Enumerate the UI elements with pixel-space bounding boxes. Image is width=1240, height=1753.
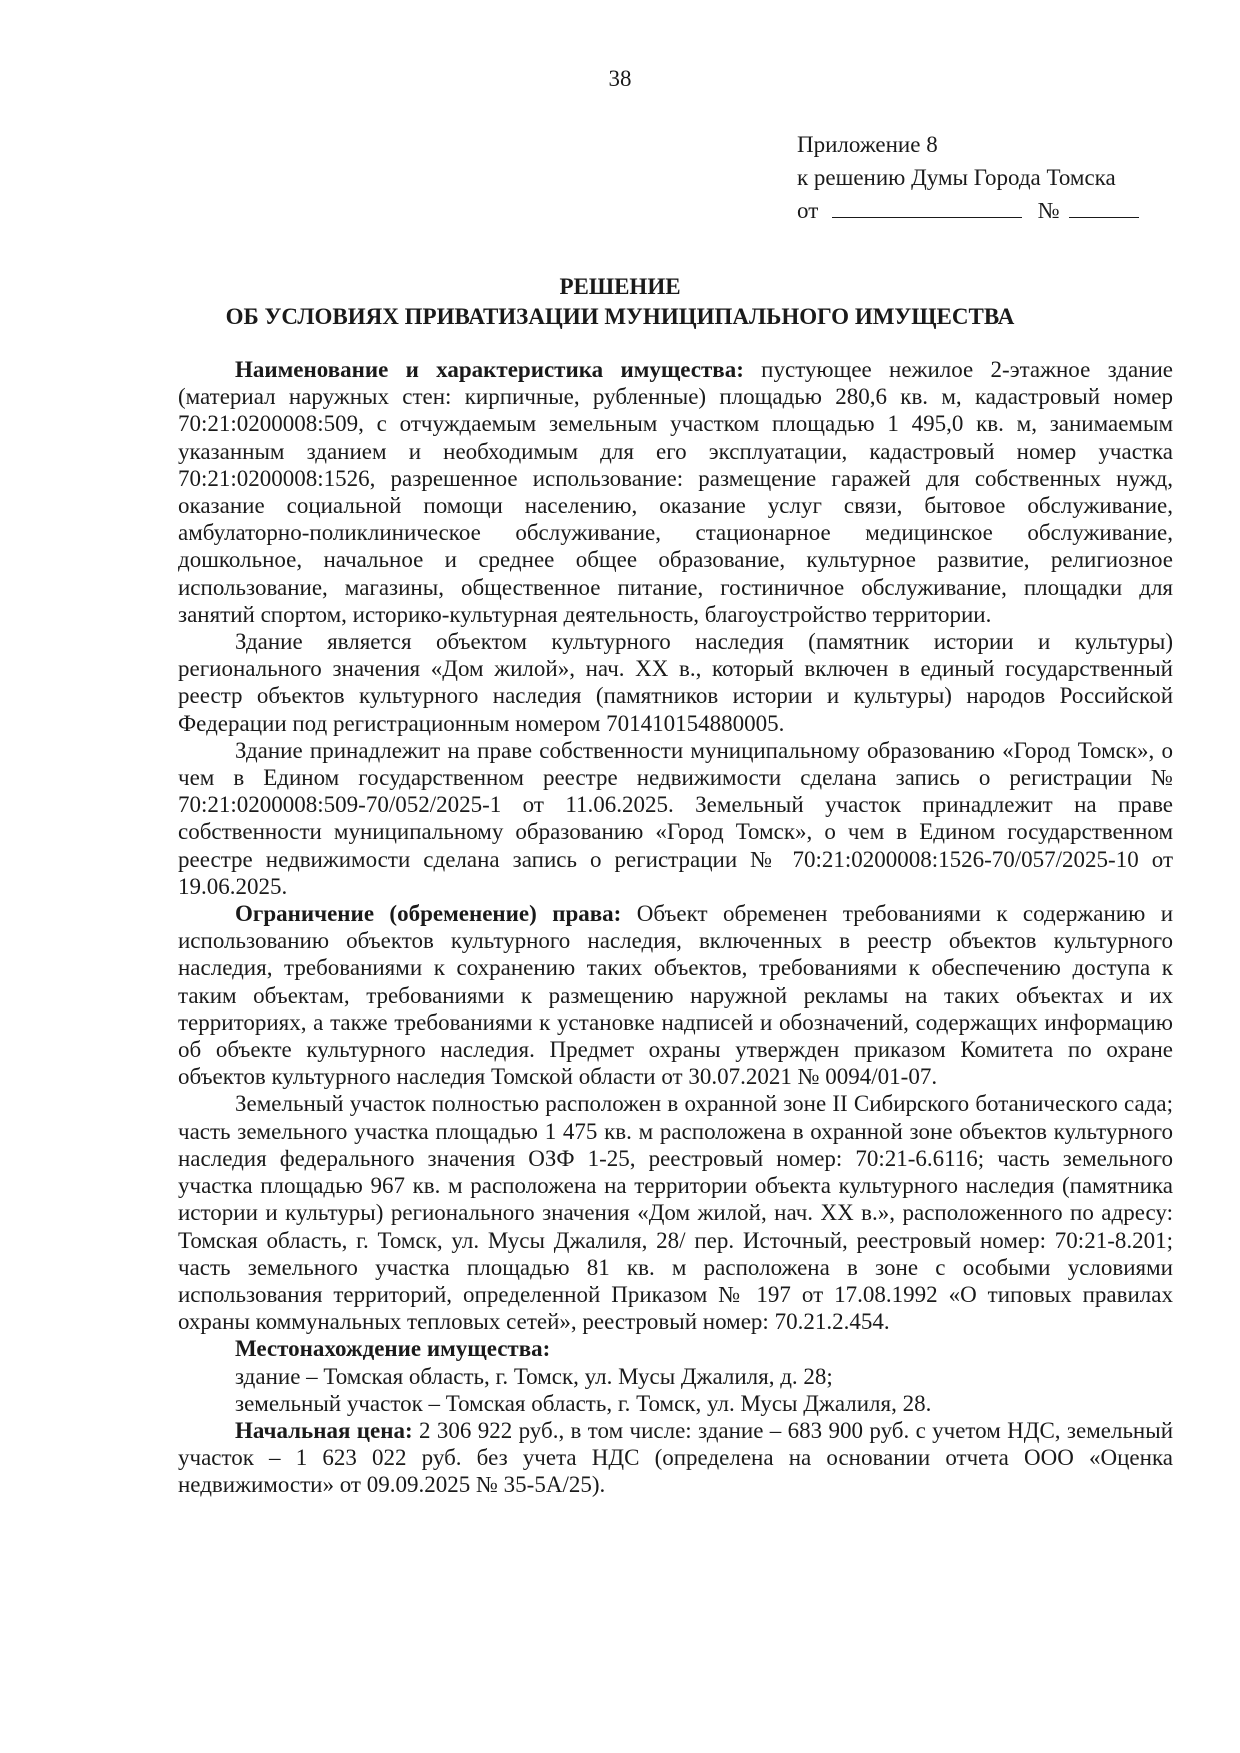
page-number: 38 [608, 66, 632, 91]
location-building: здание – Томская область, г. Томск, ул. Мусы Джалиля, д. 28; [235, 1363, 833, 1389]
price-paragraph [178, 1417, 1173, 1499]
heritage-paragraph: Здание является объектом культурного наследия (памятник истории и культуры) регионального значения «Дом жилой», нач. XX в., который включен в единый государственный реестр объектов культурного наследия (памятников истории и культуры) народов Российской Федерации под регистрационным номером 701410154880005. [178, 629, 1173, 736]
date-blank [832, 199, 1022, 218]
encumbrance-label: Ограничение (обременение) права: [235, 901, 622, 927]
land-zones-paragraph: Земельный участок полностью расположен в охранной зоне II Сибирского ботанического сада; часть земельного участка площадью 1 475 кв. м расположена в охранной зоне объектов культурного наследия федерального значения ОЗФ 1-25, реестровый номер: 70:21-6.6116; часть земельного участка площадью 967 кв. м расположена на территории объекта культурного наследия (памятника истории и культуры) регионального значения «Дом жилой, нач. XX в.», расположенного по адресу: Томская область, г. Томск, ул. Мусы Джалиля, 28/ пер. Источный, реестровый номер: 70:21-8.201; часть земельного участка площадью 81 кв. м расположена в зоне с особыми условиями использования территорий, определенной Приказом № 197 от 17.08.1992 «О типовых правилах охраны коммунальных тепловых сетей», реестровый номер: 70.21.2.454. [178, 1091, 1173, 1335]
appendix-date-number-line [797, 194, 1139, 227]
document-body [178, 356, 1173, 1499]
location-heading [178, 1335, 1173, 1362]
appendix-number-label: № [1037, 198, 1060, 223]
appendix-block [797, 128, 1139, 227]
encumbrance-text: Объект обременен требованиями к содержанию и использованию объектов культурного наследия, включенных в реестр объектов культурного наследия, требованиями к сохранению таких объектов, требованиями к обеспечению доступа к таким объектам, требованиями к размещению наружной рекламы на таких объектах и их территориях, а также требованиями к установке надписей и обозначений, содержащих информацию об объекте культурного наследия. Предмет охраны утвержден приказом Комитета по охране объектов культурного наследия Томской области от 30.07.2021 № 0094/01-07. [178, 901, 1174, 1090]
location-land: земельный участок – Томская область, г. Томск, ул. Мусы Джалиля, 28. [235, 1390, 932, 1416]
price-text: 2 306 922 руб., в том числе: здание – 683 900 руб. с учетом НДС, земельный участок – 1 623 022 руб. без учета НДС (определена на основании отчета ООО «Оценка недвижимости» от 09.09.2025 № 35-5А/25). [178, 1417, 1173, 1498]
encumbrance-paragraph [178, 900, 1173, 1090]
appendix-from-label: от [797, 198, 819, 223]
document-title [0, 272, 1240, 332]
property-description-paragraph [178, 356, 1173, 628]
price-label: Начальная цена: [235, 1417, 413, 1443]
title-line-2: ОБ УСЛОВИЯХ ПРИВАТИЗАЦИИ МУНИЦИПАЛЬНОГО ИМУЩЕСТВА [225, 304, 1015, 329]
appendix-reference: к решению Думы Города Томска [797, 165, 1116, 190]
number-blank [1069, 199, 1139, 218]
appendix-number: Приложение 8 [797, 132, 938, 157]
title-line-1: РЕШЕНИЕ [559, 274, 681, 299]
ownership-paragraph: Здание принадлежит на праве собственности муниципальному образованию «Город Томск», о чем в Едином государственном реестре недвижимости сделана запись о регистрации № 70:21:0200008:509-70/052/2025-1 от 11.06.2025. Земельный участок принадлежит на праве собственности муниципальному образованию «Город Томск», о чем в Едином государственном реестре недвижимости сделана запись о регистрации № 70:21:0200008:1526-70/057/2025-10 от 19.06.2025. [178, 737, 1173, 899]
property-description-label: Наименование и характеристика имущества: [235, 357, 744, 382]
location-label: Местонахождение имущества: [235, 1336, 551, 1362]
property-description-text: пустующее нежилое 2-этажное здание (материал наружных стен: кирпичные, рубленные) площадью 280,6 кв. м, кадастровый номер 70:21:0200008:509, с отчуждаемым земельным участком площадью 1 495,0 кв. м, занимаемым указанным зданием и необходимым для его эксплуатации, кадастровый номер участка 70:21:0200008:1526, разрешенное использование: размещение гаражей для собственных нужд, оказание социальной помощи населению, оказание услуг связи, бытовое обслуживание, амбулаторно-поликлиническое обслуживание, стационарное медицинское обслуживание, дошкольное, начальное и среднее общее образование, культурное развитие, религиозное использование, магазины, общественное питание, гостиничное обслуживание, площадки для занятий спортом, историко-культурная деятельность, благоустройство территории. [178, 357, 1174, 627]
